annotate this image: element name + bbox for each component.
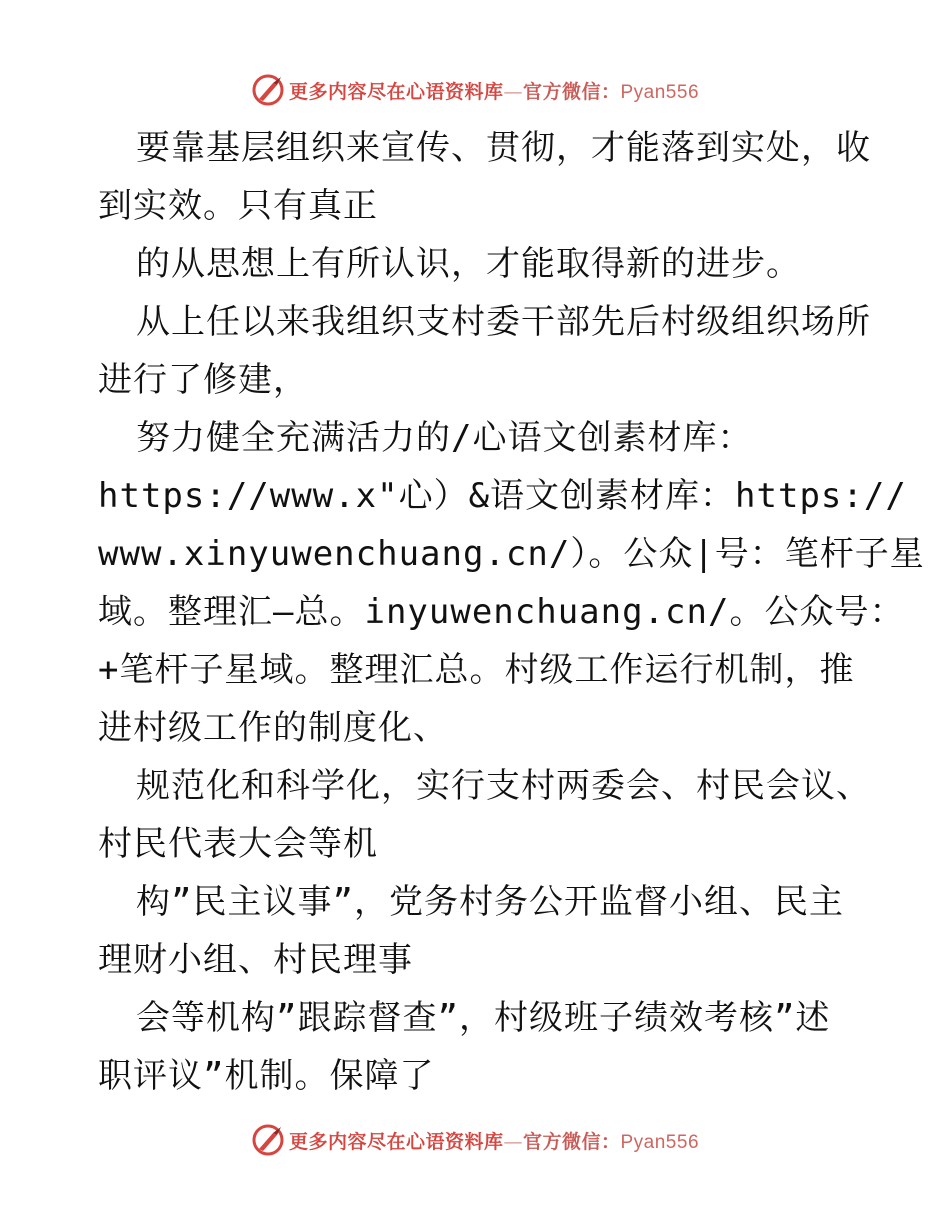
text-line: +笔杆子星域。整理汇总。村级工作运行机制，推 bbox=[98, 650, 855, 690]
text-line: 努力健全充满活力的/心语文创素材库： bbox=[136, 418, 753, 458]
text-line: 进村级工作的制度化、 bbox=[98, 708, 448, 748]
text-line: www.xinyuwenchuang.cn/）。公众|号：笔杆子星 bbox=[98, 534, 925, 574]
header-dash: — bbox=[503, 80, 523, 103]
text-line: 从上任以来我组织支村委干部先后村级组织场所 bbox=[136, 302, 871, 342]
text-line: 村民代表大会等机 bbox=[98, 824, 378, 864]
text-line: 域。整理汇—总。inyuwenchuang.cn/。公众号： bbox=[98, 592, 905, 632]
header-banner bbox=[0, 70, 950, 110]
footer-dash: — bbox=[503, 1130, 523, 1153]
text-line: 进行了修建， bbox=[98, 360, 308, 400]
header-slogan: 更多内容尽在心语资料库 bbox=[288, 80, 504, 103]
footer-slogan: 更多内容尽在心语资料库 bbox=[288, 1130, 504, 1153]
footer-wechat-id: Pyan556 bbox=[620, 1131, 700, 1153]
text-line: 理财小组、村民理事 bbox=[98, 940, 413, 980]
body-text bbox=[98, 119, 925, 1105]
text-line: 职评议”机制。保障了 bbox=[98, 1056, 435, 1096]
footer-official-label: 官方微信： bbox=[522, 1130, 621, 1153]
quill-logo-icon bbox=[251, 73, 285, 107]
text-line: 要靠基层组织来宣传、贯彻，才能落到实处，收 bbox=[136, 128, 871, 168]
quill-logo-icon bbox=[251, 1123, 285, 1157]
text-line: 到实效。只有真正 bbox=[98, 186, 378, 226]
text-line: 规范化和科学化，实行支村两委会、村民会议、 bbox=[136, 766, 871, 806]
header-official-label: 官方微信： bbox=[522, 80, 621, 103]
text-line: https://www.x"心）&语文创素材库：https:// bbox=[98, 476, 907, 516]
text-line: 构”民主议事”，党务村务公开监督小组、民主 bbox=[136, 882, 844, 922]
header-wechat-id: Pyan556 bbox=[620, 81, 700, 103]
text-line: 会等机构”跟踪督查”，村级班子绩效考核”述 bbox=[136, 998, 831, 1038]
footer-banner bbox=[0, 1120, 950, 1160]
text-line: 的从思想上有所认识，才能取得新的进步。 bbox=[136, 244, 801, 284]
